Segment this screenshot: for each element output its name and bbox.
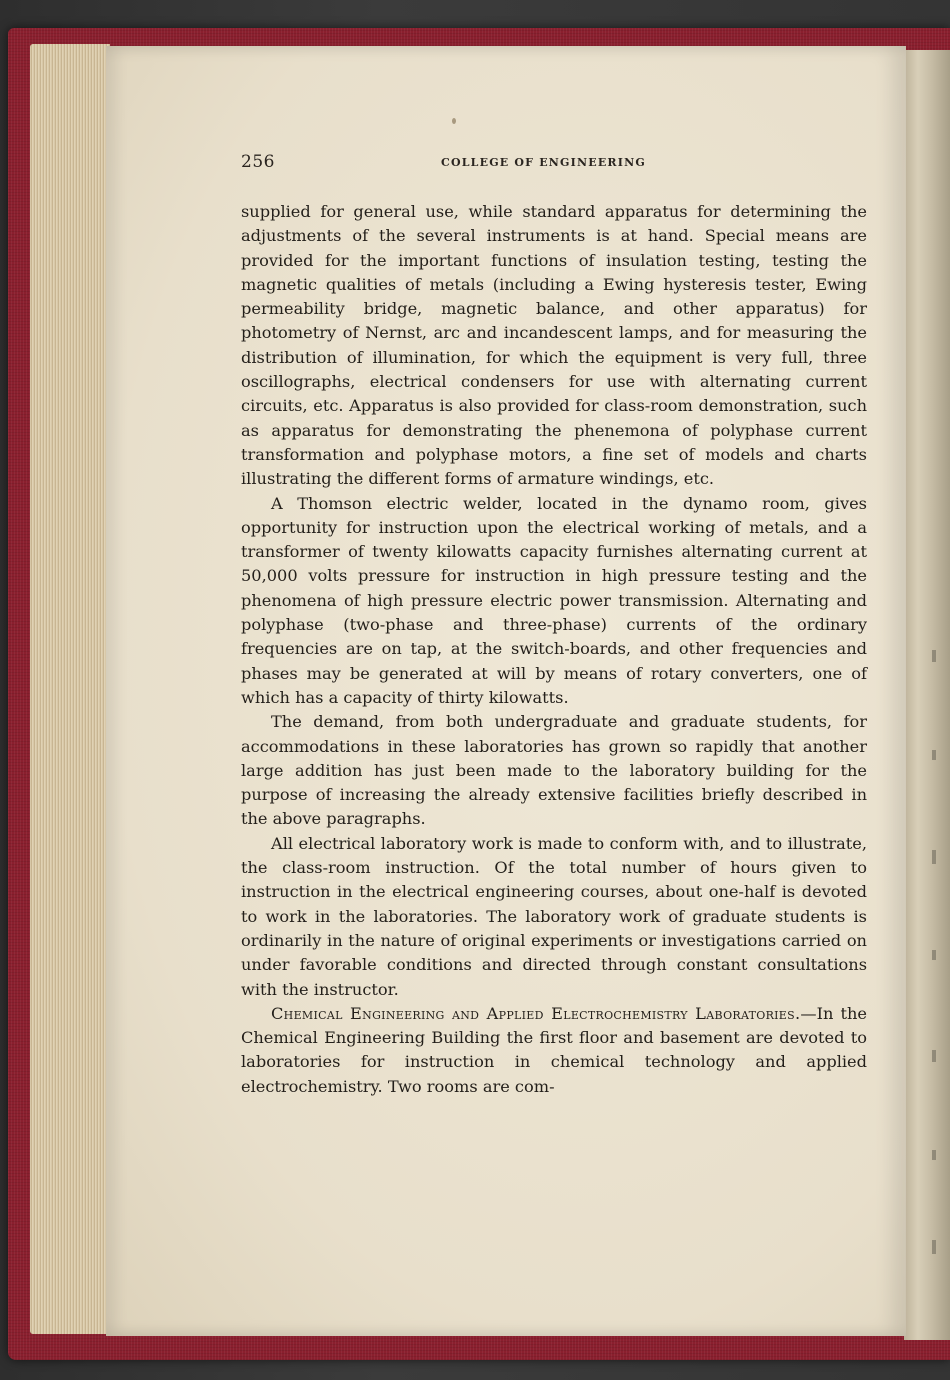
section-heading: Chemical Engineering and Applied Electrochemistry Laboratories.: [271, 1003, 801, 1023]
edge-mark: [932, 850, 936, 864]
section-paragraph: [241, 1002, 867, 1099]
edge-mark: [932, 1240, 936, 1254]
page-number: 256: [241, 152, 275, 172]
page-body: [241, 200, 867, 1099]
section-text: —In the Chemical Engineering Building the first floor and basement are devoted to laboratories for instruction in chemical technology and applied electrochemistry. Two rooms are com-: [241, 1003, 867, 1096]
paragraph: supplied for general use, while standard apparatus for determining the adjustments of the several instruments is at hand. Special means are provided for the important functions of insulation testing, testing the magnetic qualities of metals (including a Ewing hysteresis tester, Ewing permeability bridge, magnetic balance, and other apparatus) for photometry of Nernst, arc and incandescent lamps, and for measuring the distribution of illumination, for which the equipment is very full, three oscillographs, electrical condensers for use with alternating current circuits, etc. Apparatus is also provided for class-room demonstration, such as apparatus for demonstrating the phenemona of polyphase current transformation and polyphase motors, a fine set of models and charts illustrating the different forms of armature windings, etc.: [241, 202, 867, 489]
paragraph: A Thomson electric welder, located in the dynamo room, gives opportunity for instruction upon the electrical working of metals, and a transformer of twenty kilowatts capacity furnishes alternating current at 50,000 volts pressure for instruction in high pressure testing and the phenomena of high pressure electric power transmission. Alternating and polyphase (two-phase and three-phase) currents of the ordinary frequencies are on tap, at the switch-boards, and other frequencies and phases may be generated at will by means of rotary converters, one of which has a capacity of thirty kilowatts.: [241, 493, 867, 707]
page-edges-right: [904, 50, 950, 1340]
paragraph: All electrical laboratory work is made to conform with, and to illustrate, the class-room instruction. Of the total number of hours given to instruction in the electrical engineering courses, about one-half is devoted to work in the laboratories. The laboratory work of graduate students is ordinarily in the nature of original experiments or investigations carried on under favorable conditions and directed through constant consultations with the instructor.: [241, 833, 867, 999]
edge-mark: [932, 1050, 936, 1062]
running-head: COLLEGE OF ENGINEERING: [441, 156, 646, 169]
paper-speck: [452, 118, 456, 124]
page-header: [241, 152, 867, 174]
edge-mark: [932, 650, 936, 662]
edge-mark: [932, 750, 936, 760]
page-edges-left: [30, 44, 110, 1334]
edge-mark: [932, 1150, 936, 1160]
paragraph: The demand, from both undergraduate and graduate students, for accommodations in these laboratories has grown so rapidly that another large addition has just been made to the laboratory building for the purpose of increasing the already extensive facilities briefly described in the above paragraphs.: [241, 712, 867, 829]
edge-mark: [932, 950, 936, 960]
